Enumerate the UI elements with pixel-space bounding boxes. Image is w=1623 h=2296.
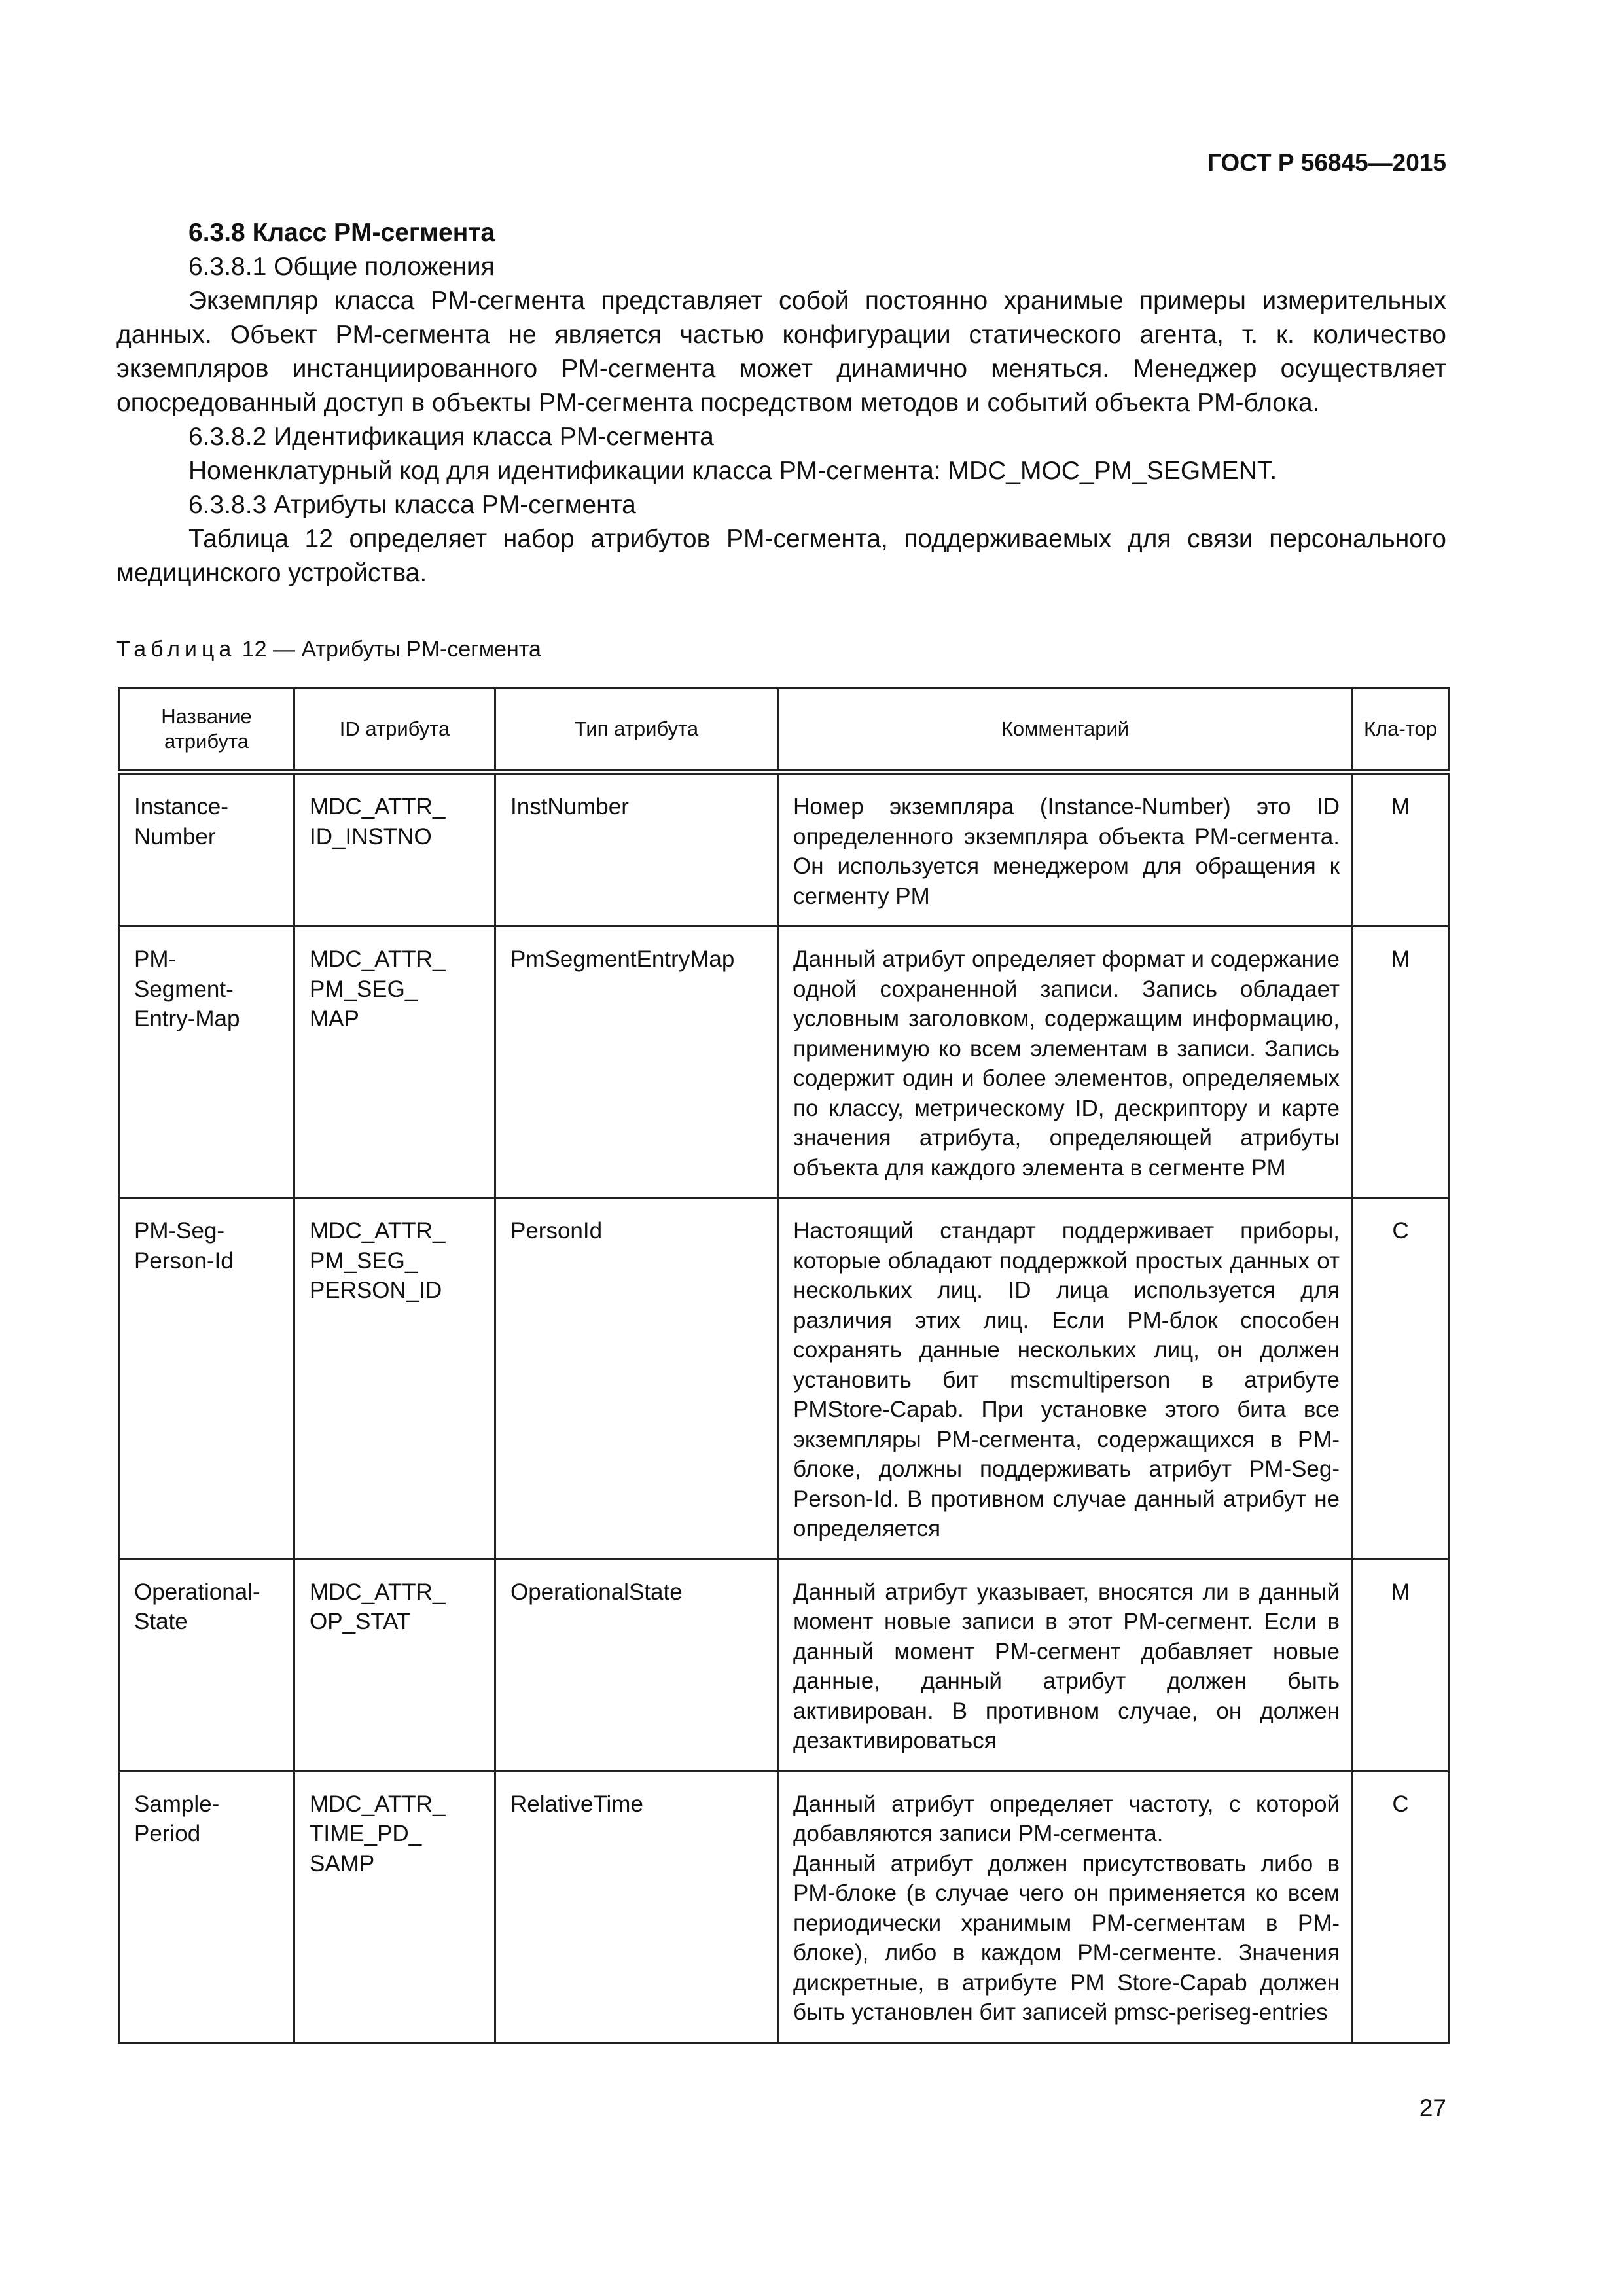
cell-attribute-type: RelativeTime — [495, 1771, 778, 2043]
cell-attribute-id: MDC_ATTR_ PM_SEG_ MAP — [294, 927, 495, 1198]
cell-comment-part: Данный атрибут должен присутствовать либо в PM-блоке (в случае чего он применяется ко всем периодически хранимым PM-сегментам в PM-блоке), либо в каждом PM-сегменте. Значения дискретные, в атрибуте PM Store-Capab должен быть установлен бит записей pmsc-periseg-entries — [793, 1850, 1340, 2025]
cell-comment: Данный атрибут указывает, вносятся ли в данный момент новые записи в этот PM-сегмент. Если в данный момент PM-сегмент добавляет новые данные, данный атрибут должен быть активирован. В противном случае, он должен дезактивироваться — [778, 1559, 1353, 1771]
subsection-identification: 6.3.8.2 Идентификация класса PM-сегмента — [188, 423, 714, 451]
section-body — [116, 216, 1446, 590]
cell-comment: Номер экземпляра (Instance-Number) это ID определенного экземпляра объекта PM-сегмента. Он используется менеджером для обращения к сегменту PM — [778, 772, 1353, 927]
cell-qualifier: C — [1353, 1771, 1449, 2043]
table-caption — [116, 637, 541, 662]
cell-attribute-id: MDC_ATTR_ OP_STAT — [294, 1559, 495, 1771]
cell-attribute-type: InstNumber — [495, 772, 778, 927]
attributes-table — [118, 687, 1450, 2044]
cell-comment-part: Данный атрибут определяет частоту, с которой добавляются записи PM-сегмента. — [793, 1791, 1340, 1846]
paragraph-general: Экземпляр класса PM-сегмента представляет собой постоянно хранимые примеры измерительных данных. Объект PM-сегмента не является частью конфигурации статического агента, т. к. количество экземпляров инстанциированного PM-сегмента может динамично меняться. Менеджер осуществляет опосредованный доступ в объекты PM-сегмента посредством методов и событий объекта PM-блока. — [116, 287, 1446, 417]
table-row — [119, 1771, 1449, 2043]
cell-comment: Данный атрибут определяет формат и содержание одной сохраненной записи. Запись обладает условным заголовком, содержащим информацию, применимую ко всем элементам в записи. Запись содержит один и более элементов, определяемых по классу, метрическому ID, дескриптору и карте значения атрибута, определяющей атрибуты объекта для каждого элемента в сегменте PM — [778, 927, 1353, 1198]
section-title: 6.3.8 Класс PM-сегмента — [188, 219, 495, 247]
cell-attribute-type: PmSegmentEntryMap — [495, 927, 778, 1198]
cell-attribute-id: MDC_ATTR_ PM_SEG_ PERSON_ID — [294, 1198, 495, 1560]
header-comment: Комментарий — [778, 689, 1353, 772]
table-row — [119, 772, 1449, 927]
cell-qualifier: M — [1353, 772, 1449, 927]
paragraph-identification: Номенклатурный код для идентификации класса PM-сегмента: MDC_MOC_PM_SEGMENT. — [188, 457, 1277, 485]
cell-comment — [778, 1771, 1353, 2043]
header-qualifier: Кла-тор — [1353, 689, 1449, 772]
subsection-attributes: 6.3.8.3 Атрибуты класса PM-сегмента — [188, 491, 636, 519]
cell-attribute-type: OperationalState — [495, 1559, 778, 1771]
table-header-row — [119, 689, 1449, 772]
cell-attribute-type: PersonId — [495, 1198, 778, 1560]
paragraph-attributes: Таблица 12 определяет набор атрибутов PM-сегмента, поддерживаемых для связи персонального медицинского устройства. — [116, 525, 1446, 587]
cell-qualifier: C — [1353, 1198, 1449, 1560]
header-attribute-type: Тип атрибута — [495, 689, 778, 772]
cell-attribute-name: Instance- Number — [119, 772, 294, 927]
table-caption-text: 12 — Атрибуты PM-сегмента — [236, 637, 541, 662]
document-standard-number: ГОСТ Р 56845—2015 — [1207, 149, 1446, 176]
header-attribute-name: Название атрибута — [119, 689, 294, 772]
page-number: 27 — [1419, 2094, 1446, 2121]
cell-attribute-name: Operational- State — [119, 1559, 294, 1771]
table-row — [119, 927, 1449, 1198]
cell-comment: Настоящий стандарт поддерживает приборы, которые обладают поддержкой простых данных от нескольких лиц. ID лица используется для различия этих лиц. Если PM-блок способен сохранять данные нескольких лиц, он должен установить бит mscmultiperson в атрибуте PMStore-Capab. При установке этого бита все экземпляры PM-сегмента, содержащихся в PM-блоке, должны поддерживать атрибут PM-Seg-Person-Id. В противном случае данный атрибут не определяется — [778, 1198, 1353, 1560]
cell-attribute-name: PM-Seg- Person-Id — [119, 1198, 294, 1560]
cell-attribute-id: MDC_ATTR_ TIME_PD_ SAMP — [294, 1771, 495, 2043]
table-row — [119, 1559, 1449, 1771]
subsection-general: 6.3.8.1 Общие положения — [188, 253, 495, 281]
cell-qualifier: M — [1353, 927, 1449, 1198]
cell-attribute-id: MDC_ATTR_ ID_INSTNO — [294, 772, 495, 927]
table-row — [119, 1198, 1449, 1560]
cell-attribute-name: PM- Segment- Entry-Map — [119, 927, 294, 1198]
cell-attribute-name: Sample- Period — [119, 1771, 294, 2043]
table-caption-word: Таблица — [116, 637, 236, 662]
cell-qualifier: M — [1353, 1559, 1449, 1771]
header-attribute-id: ID атрибута — [294, 689, 495, 772]
